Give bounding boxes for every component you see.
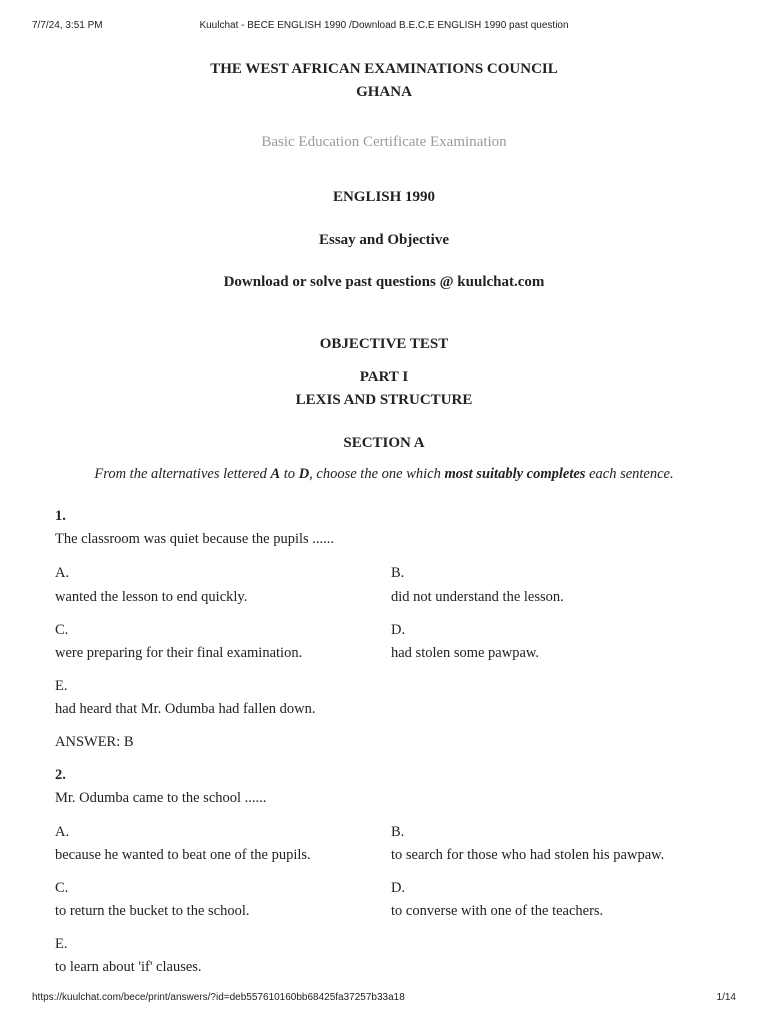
option-letter: B. bbox=[391, 565, 405, 581]
option-text: had heard that Mr. Odumba had fallen down. bbox=[55, 701, 316, 717]
part-heading: PART I bbox=[359, 369, 409, 385]
option-text: had stolen some pawpaw. bbox=[391, 645, 540, 661]
question-number: 1. bbox=[55, 508, 66, 524]
option-text: to return the bucket to the school. bbox=[55, 903, 250, 919]
subject-title: ENGLISH 1990 bbox=[332, 189, 436, 205]
country-title: GHANA bbox=[356, 84, 412, 100]
download-note: Download or solve past questions @ kuulchat.com bbox=[223, 274, 545, 290]
option-text: because he wanted to beat one of the pupils. bbox=[55, 847, 311, 863]
option-letter: D. bbox=[391, 622, 406, 638]
question-stem: Mr. Odumba came to the school ...... bbox=[55, 790, 267, 806]
question-stem: The classroom was quiet because the pupils ...... bbox=[55, 531, 335, 547]
page-number: 1/14 bbox=[716, 992, 736, 1003]
answer-label: ANSWER: B bbox=[55, 734, 134, 750]
section-heading: SECTION A bbox=[343, 435, 425, 451]
option-text: to search for those who had stolen his pawpaw. bbox=[391, 847, 665, 863]
option-letter: A. bbox=[55, 824, 70, 840]
option-letter: C. bbox=[55, 622, 69, 638]
option-letter: E. bbox=[55, 936, 68, 952]
option-text: wanted the lesson to end quickly. bbox=[55, 589, 248, 605]
print-header bbox=[0, 20, 768, 34]
part-title: LEXIS AND STRUCTURE bbox=[295, 392, 473, 408]
option-text: to learn about 'if' clauses. bbox=[55, 959, 202, 975]
option-text: did not understand the lesson. bbox=[391, 589, 564, 605]
option-letter: A. bbox=[55, 565, 70, 581]
paper-type: Essay and Objective bbox=[318, 232, 449, 248]
option-letter: E. bbox=[55, 678, 68, 694]
print-datetime: 7/7/24, 3:51 PM bbox=[32, 20, 103, 31]
objective-heading: OBJECTIVE TEST bbox=[319, 336, 449, 352]
option-letter: C. bbox=[55, 880, 69, 896]
print-page-title: Kuulchat - BECE ENGLISH 1990 /Download B.E.C.E ENGLISH 1990 past question bbox=[199, 20, 569, 31]
question-number: 2. bbox=[55, 767, 66, 783]
option-letter: B. bbox=[391, 824, 405, 840]
print-url: https://kuulchat.com/bece/print/answers/?id=deb557610160bb68425fa37257b33a18 bbox=[32, 992, 405, 1003]
option-text: to converse with one of the teachers. bbox=[391, 903, 604, 919]
instructions: From the alternatives lettered A to D, choose the one which most suitably completes each sentence. bbox=[94, 466, 674, 482]
council-title: THE WEST AFRICAN EXAMINATIONS COUNCIL bbox=[210, 61, 558, 77]
option-text: were preparing for their final examination. bbox=[55, 645, 303, 661]
option-letter: D. bbox=[391, 880, 406, 896]
exam-name: Basic Education Certificate Examination bbox=[261, 134, 507, 150]
print-footer bbox=[0, 992, 768, 1006]
